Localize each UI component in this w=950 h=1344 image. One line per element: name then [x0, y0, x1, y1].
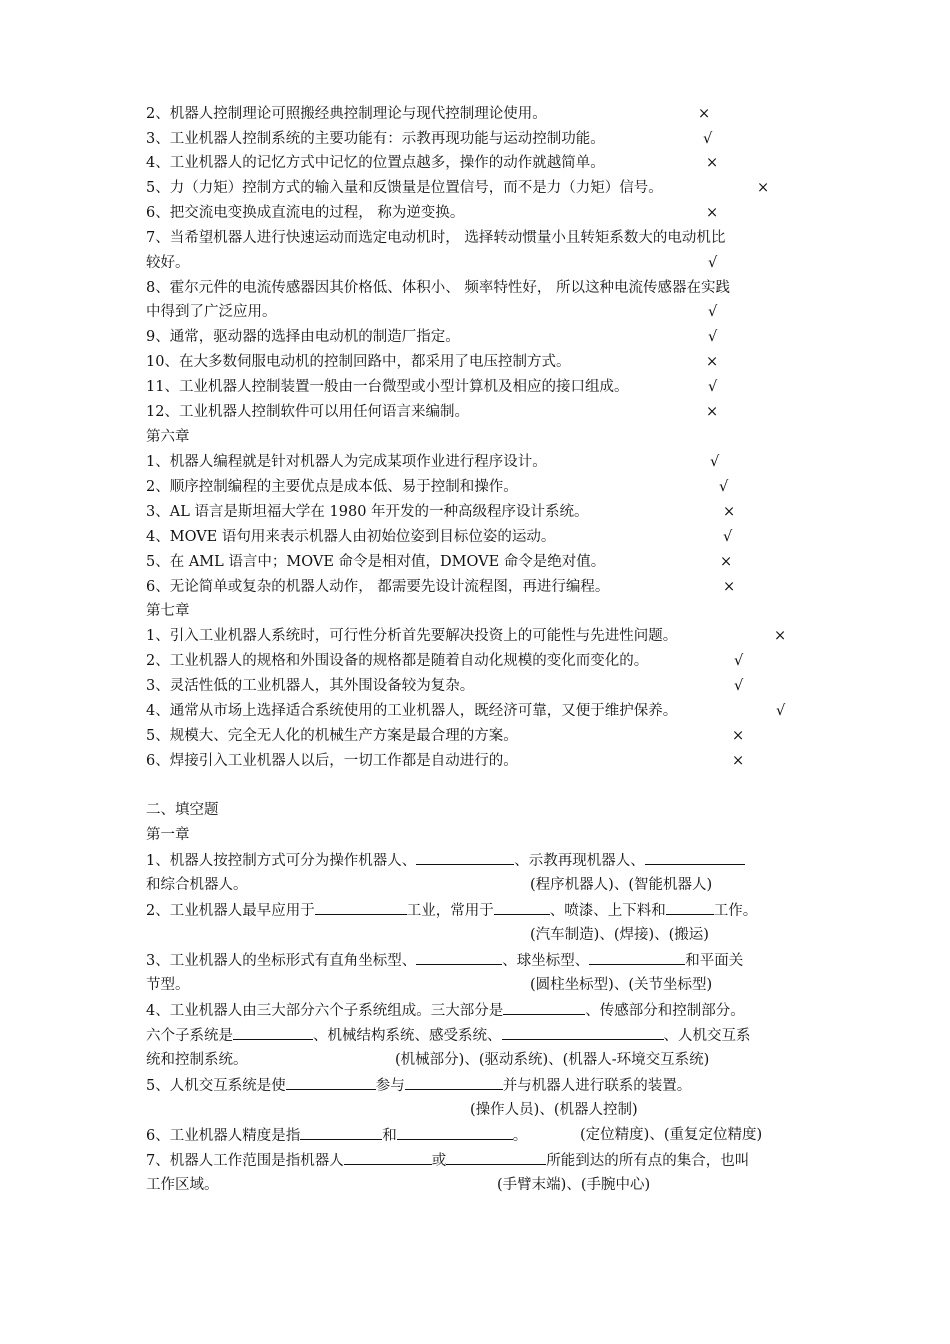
fill-q5-blank-1[interactable] [286, 1075, 376, 1090]
fill-q4-text-e: 、人机交互系 [663, 1028, 751, 1044]
fill-q1-text-b: 、示教再现机器人、 [514, 853, 645, 869]
fill-q4-text-a: 4、工业机器人由三大部分六个子系统组成。三大部分是 [146, 1003, 504, 1019]
tf-ch5-item-8: 8、霍尔元件的电流传感器因其价格低、体积小、 频率特性好， 所以这种电流传感器在实践 [146, 280, 730, 296]
tf-ch6-mark-6: × [723, 579, 736, 595]
tf-ch5-mark-7: √ [708, 255, 718, 271]
chapter-7-heading: 第七章 [146, 603, 190, 619]
tf-ch7-mark-6: × [732, 753, 745, 769]
tf-ch6-mark-2: √ [719, 479, 729, 495]
fill-q2-text-b: 工业，常用于 [406, 903, 494, 919]
tf-ch5-mark-6: × [706, 205, 719, 221]
tf-ch6-item-6: 6、无论简单或复杂的机器人动作， 都需要先设计流程图，再进行编程。 [146, 579, 610, 595]
fill-q3-text-d: 节型。 [146, 977, 190, 993]
fill-q5-text-a: 5、人机交互系统是使 [146, 1078, 286, 1094]
tf-ch5-mark-11: √ [708, 379, 718, 395]
fill-q1-answer: (程序机器人)、(智能机器人) [530, 877, 713, 893]
tf-ch7-item-5: 5、规模大、完全无人化的机械生产方案是最合理的方案。 [146, 728, 518, 744]
tf-ch7-mark-4: √ [776, 703, 786, 719]
fill-q3-blank-1[interactable] [416, 950, 502, 965]
tf-ch5-mark-10: × [706, 354, 719, 370]
tf-ch5-item-5: 5、力（力矩）控制方式的输入量和反馈量是位置信号，而不是力（力矩）信号。 [146, 180, 663, 196]
fill-q7-text-d: 工作区域。 [146, 1177, 219, 1193]
fill-q4-text-f: 统和控制系统。 [146, 1052, 248, 1068]
tf-ch7-item-6: 6、焊接引入工业机器人以后，一切工作都是自动进行的。 [146, 753, 518, 769]
tf-ch6-item-3: 3、AL 语言是斯坦福大学在 1980 年开发的一种高级程序设计系统。 [146, 504, 589, 520]
fill-q2-blank-2[interactable] [494, 900, 550, 915]
tf-ch5-mark-8: √ [708, 304, 718, 320]
fill-q4-blank-1[interactable] [503, 1000, 585, 1015]
fill-q6-text-a: 6、工业机器人精度是指 [146, 1128, 301, 1144]
fill-q4-line1 [146, 1000, 745, 1021]
fill-q3-text-a: 3、工业机器人的坐标形式有直角坐标型、 [146, 953, 417, 969]
fill-q4-blank-2[interactable] [233, 1025, 313, 1040]
tf-ch5-mark-5: × [757, 180, 770, 196]
tf-ch5-mark-2: × [698, 106, 711, 122]
tf-ch6-item-2: 2、顺序控制编程的主要优点是成本低、易于控制和操作。 [146, 479, 518, 495]
fill-q4-answer: (机械部分)、(驱动系统)、(机器人-环境交互系统) [395, 1052, 710, 1068]
fill-q4-blank-3[interactable] [502, 1025, 664, 1040]
tf-ch5-item-12: 12、工业机器人控制软件可以用任何语言来编制。 [146, 404, 469, 420]
tf-ch5-item-6: 6、把交流电变换成直流电的过程， 称为逆变换。 [146, 205, 465, 221]
fill-q7-line1 [146, 1150, 749, 1171]
tf-ch7-item-4: 4、通常从市场上选择适合系统使用的工业机器人，既经济可靠，又便于维护保养。 [146, 703, 678, 719]
tf-ch6-mark-1: √ [710, 454, 720, 470]
fill-q6-blank-2[interactable] [397, 1125, 513, 1140]
fill-q2-line1 [146, 900, 757, 921]
fill-q3-blank-2[interactable] [589, 950, 685, 965]
tf-ch5-mark-3: √ [703, 131, 713, 147]
tf-ch6-mark-4: √ [723, 529, 733, 545]
fill-q6-text-b: 和 [382, 1128, 397, 1144]
fill-q6-text-c: 。 [512, 1128, 528, 1144]
fill-q4-text-d: 、机械结构系统、感受系统、 [313, 1028, 502, 1044]
fill-q2-text-a: 2、工业机器人最早应用于 [146, 903, 315, 919]
fill-q2-blank-1[interactable] [315, 900, 407, 915]
tf-ch7-mark-1: × [774, 628, 787, 644]
tf-ch7-mark-2: √ [734, 653, 744, 669]
tf-ch6-mark-3: × [723, 504, 736, 520]
fill-q1-blank-2[interactable] [645, 850, 745, 865]
fill-q4-text-c: 六个子系统是 [146, 1028, 233, 1044]
fill-q3-answer: (圆柱坐标型)、(关节坐标型) [530, 977, 713, 993]
fill-q7-blank-2[interactable] [446, 1150, 546, 1165]
fill-q5-answer: (操作人员)、(机器人控制) [470, 1102, 638, 1118]
fill-q6-answer: (定位精度)、(重复定位精度) [580, 1127, 763, 1143]
fill-q7-text-b: 或 [431, 1153, 447, 1169]
fill-q2-text-c: 、喷漆、上下料和 [549, 903, 666, 919]
tf-ch7-item-1: 1、引入工业机器人系统时，可行性分析首先要解决投资上的可能性与先进性问题。 [146, 628, 678, 644]
fill-q7-blank-1[interactable] [344, 1150, 432, 1165]
fill-q1-blank-1[interactable] [416, 850, 514, 865]
fill-q1-text-c: 和综合机器人。 [146, 877, 248, 893]
fill-q4-text-b: 、传感部分和控制部分。 [585, 1003, 745, 1019]
tf-ch7-mark-5: × [732, 728, 745, 744]
fill-q5-text-b: 参与 [375, 1078, 405, 1094]
tf-ch5-item-9: 9、通常，驱动器的选择由电动机的制造厂指定。 [146, 329, 460, 345]
fill-q5-line1 [146, 1075, 691, 1096]
fill-q7-text-c: 所能到达的所有点的集合，也叫 [546, 1153, 750, 1169]
fill-q7-answer: (手臂末端)、(手腕中心) [497, 1177, 651, 1193]
tf-ch5-item-2: 2、机器人控制理论可照搬经典控制理论与现代控制理论使用。 [146, 106, 547, 122]
tf-ch7-mark-3: √ [734, 678, 744, 694]
fill-q5-blank-2[interactable] [405, 1075, 503, 1090]
fill-q6-line1 [146, 1125, 527, 1146]
tf-ch5-item-4: 4、工业机器人的记忆方式中记忆的位置点越多，操作的动作就越简单。 [146, 155, 605, 171]
fill-q3-line1 [146, 950, 743, 971]
tf-ch5-item-7-cont: 较好。 [146, 255, 190, 271]
fill-q4-line2 [146, 1025, 751, 1046]
fill-q3-text-b: 、球坐标型、 [502, 953, 590, 969]
fill-q5-text-c: 并与机器人进行联系的装置。 [502, 1078, 692, 1094]
tf-ch6-item-5: 5、在 AML 语言中；MOVE 命令是相对值，DMOVE 命令是绝对值。 [146, 554, 606, 570]
chapter-1-heading: 第一章 [146, 827, 190, 843]
fill-q2-answer: (汽车制造)、(焊接)、(搬运) [530, 927, 709, 943]
tf-ch5-mark-4: × [706, 155, 719, 171]
fill-q3-text-c: 和平面关 [685, 953, 744, 969]
tf-ch6-item-1: 1、机器人编程就是针对机器人为完成某项作业进行程序设计。 [146, 454, 547, 470]
fill-q2-blank-3[interactable] [666, 900, 714, 915]
fill-q6-blank-1[interactable] [300, 1125, 382, 1140]
fill-q7-text-a: 7、机器人工作范围是指机器人 [146, 1153, 344, 1169]
fill-q1-line1 [146, 850, 745, 871]
chapter-6-heading: 第六章 [146, 429, 190, 445]
fill-q1-text-a: 1、机器人按控制方式可分为操作机器人、 [146, 853, 417, 869]
tf-ch7-item-3: 3、灵活性低的工业机器人，其外围设备较为复杂。 [146, 678, 475, 694]
tf-ch7-item-2: 2、工业机器人的规格和外围设备的规格都是随着自动化规模的变化而变化的。 [146, 653, 649, 669]
fill-q2-text-d: 工作。 [713, 903, 758, 919]
tf-ch5-mark-12: × [706, 404, 719, 420]
section-2-heading: 二、填空题 [146, 802, 219, 818]
tf-ch5-item-8-cont: 中得到了广泛应用。 [146, 304, 277, 320]
tf-ch5-item-7: 7、当希望机器人进行快速运动而选定电动机时， 选择转动惯量小且转矩系数大的电动机比 [146, 230, 726, 246]
tf-ch5-item-10: 10、在大多数伺服电动机的控制回路中，都采用了电压控制方式。 [146, 354, 571, 370]
tf-ch5-item-3: 3、工业机器人控制系统的主要功能有：示教再现功能与运动控制功能。 [146, 131, 605, 147]
tf-ch5-item-11: 11、工业机器人控制装置一般由一台微型或小型计算机及相应的接口组成。 [146, 379, 629, 395]
tf-ch6-mark-5: × [720, 554, 733, 570]
tf-ch6-item-4: 4、MOVE 语句用来表示机器人由初始位姿到目标位姿的运动。 [146, 529, 556, 545]
tf-ch5-mark-9: √ [708, 329, 718, 345]
